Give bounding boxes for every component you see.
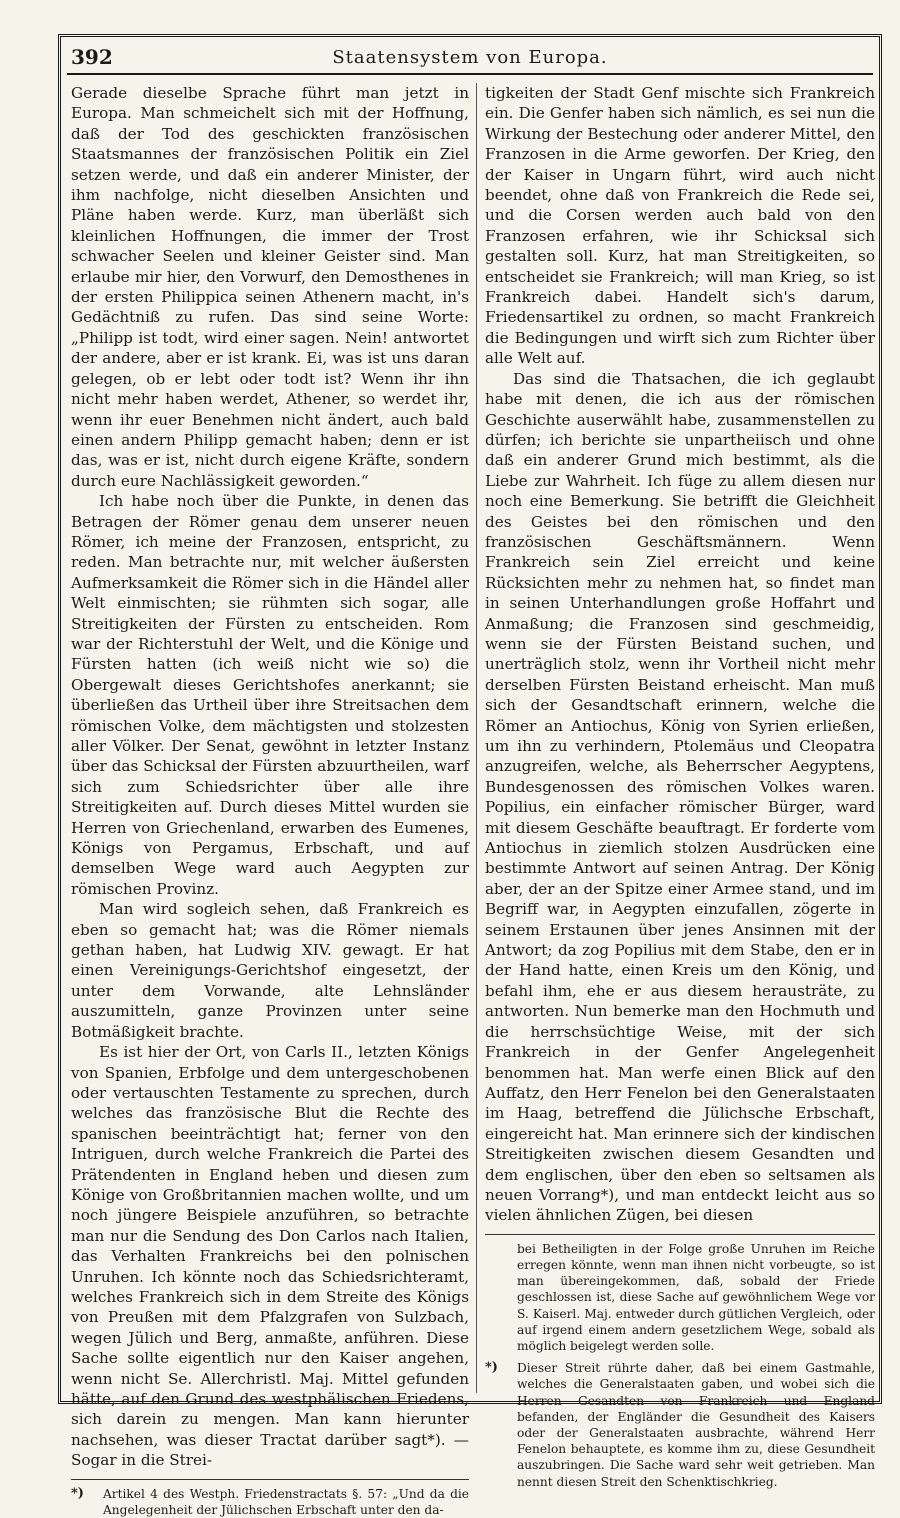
right-column	[485, 83, 875, 1490]
left-column	[71, 83, 469, 1518]
paragraph: Man wird sogleich sehen, daß Frankreich es eben so gemacht hat; was die Römer niemals gethan haben, hat Ludwig XIV. gewagt. Er hat einen Vereinigungs-Gerichtshof eingesetzt, der unter dem Vorwande, alte Lehnsländer auszumitteln, ganze Provinzen unter seine Botmäßigkeit brachte.	[71, 900, 469, 1041]
column-divider	[476, 83, 477, 1393]
footnote-mark: *)	[71, 1485, 84, 1501]
footnote-text: Dieser Streit rührte daher, daß bei einem Gastmahle, welches die Generalstaaten gaben, und wobei sich die Herren Gesandten von Frankreich und England befanden, der Engländer die Gesundheit des Kaisers oder der Generalstaaten ausbrachte, während Herr Fenelon behauptete, es komme ihm zu, diese Gesundheit auszubringen. Die Sache ward sehr weit getrieben. Man nennt diesen Streit den Schenktischkrieg.	[517, 1361, 875, 1489]
page-header	[67, 41, 873, 75]
footnote-mark: *)	[485, 1360, 498, 1376]
paragraph: tigkeiten der Stadt Genf mischte sich Frankreich ein. Die Genfer haben sich nämlich, es sei nun die Wirkung der Bestechung oder anderer Mittel, den Franzosen in die Arme geworfen. Der Krieg, den der Kaiser in Ungarn führt, wird auch nicht beendet, ohne daß von Frankreich die Rede sei, und die Corsen werden auch bald von den Franzosen erfahren, wie ihr Schicksal sich gestalten soll. Kurz, hat man Streitigkeiten, so entscheidet sie Frankreich; will man Krieg, so ist Frankreich dabei. Handelt sich's darum, Friedensartikel zu ordnen, so macht Frankreich die Bedingungen und wirft sich zum Richter über alle Welt auf.	[485, 84, 875, 368]
book-page	[58, 34, 882, 1517]
footnote-text: Artikel 4 des Westph. Friedenstractats §. 57: „Und da die Angelegenheit der Jülichschen Erbschaft unter den da-	[103, 1486, 469, 1517]
paragraph: Ich habe noch über die Punkte, in denen das Betragen der Römer genau dem unserer neuen Römer, ich meine der Franzosen, entspricht, zu reden. Man betrachte nur, mit welcher äußersten Aufmerksamkeit die Römer sich in die Händel aller Welt einmischten; sie rühmten sich sogar, alle Streitigkeiten der Fürsten zu entscheiden. Rom war der Richterstuhl der Welt, und die Könige und Fürsten hatten (ich weiß nicht wie so) die Obergewalt dieses Gerichtshofes anerkannt; sie überließen das Urtheil über ihre Streitsachen dem römischen Volke, dem mächtigsten und stolzesten aller Völker. Der Senat, gewöhnt in letzter Instanz über das Schicksal der Fürsten abzuurtheilen, warf sich zum Schiedsrichter über alle ihre Streitigkeiten auf. Durch dieses Mittel wurden sie Herren von Griechenland, erwarben des Eumenes, Königs von Pergamus, Erbschaft, und auf demselben Wege ward auch Aegypten zur römischen Provinz.	[71, 492, 469, 898]
running-title: Staatensystem von Europa.	[332, 47, 608, 68]
paragraph: Gerade dieselbe Sprache führt man jetzt in Europa. Man schmeichelt sich mit der Hoffnung, daß der Tod des geschickten französischen Staatsmannes der französischen Politik ein Ziel setzen werde, und daß ein anderer Minister, der ihm nachfolge, nicht dieselben Ansichten und Pläne haben werde. Kurz, man überläßt sich kleinlichen Hoffnungen, die immer der Trost schwacher Seelen und kleiner Geister sind. Man erlaube mir hier, den Vorwurf, den Demosthenes in der ersten Philippica seinen Athenern macht, in's Gedächtniß zu rufen. Das sind seine Worte: „Philipp ist todt, wird einer sagen. Nein! antwortet der andere, aber er ist krank. Ei, was ist uns daran gelegen, ob er lebt oder todt ist? Wenn ihr ihn nicht mehr haben werdet, Athener, so werdet ihr, wenn ihr euer Benehmen nicht ändert, auch bald einen andern Philipp gemacht haben; denn er ist das, was er ist, nicht durch eigene Kräfte, sondern durch eure Nachlässigkeit geworden.“	[71, 84, 469, 490]
footnote-rule	[485, 1234, 875, 1235]
page-number: 392	[71, 45, 113, 69]
paragraph: Das sind die Thatsachen, die ich geglaubt habe mit denen, die ich aus der römischen Geschichte auserwählt habe, zusammenstellen zu dürfen; ich berichte sie unpartheiisch und ohne daß ein anderer Grund mich bestimmt, als die Liebe zur Wahrheit. Ich füge zu allem diesen nur noch eine Bemerkung. Sie betrifft die Gleichheit des Geistes bei den römischen und den französischen Geschäftsmännern. Wenn Frankreich sein Ziel erreicht und keine Rücksichten mehr zu nehmen hat, so findet man in seinen Unterhandlungen große Hoffahrt und Anmaßung; die Franzosen sind geschmeidig, wenn sie der Fürsten Beistand suchen, und unerträglich stolz, wenn ihr Vortheil nicht mehr derselben Fürsten Beistand erheischt. Man muß sich der Gesandtschaft erinnern, welche die Römer an Antiochus, König von Syrien erließen, um ihn zu verhindern, Ptolemäus und Cleopatra anzugreifen, welche, als Beherrscher Aegyptens, Bundesgenossen des römischen Volkes waren. Popilius, ein einfacher römischer Bürger, ward mit diesem Geschäfte beauftragt. Er forderte vom Antiochus in ziemlich stolzen Ausdrücken eine bestimmte Antwort auf seinen Antrag. Der König aber, der an der Spitze einer Armee stand, und im Begriff war, in Aegypten einzufallen, zögerte in seinem Erstaunen über jenes Ansinnen mit der Antwort; da zog Popilius mit dem Stabe, den er in der Hand hatte, einen Kreis um den König, und befahl ihm, ehe er aus diesem herausträte, zu antworten. Nun bemerke man den Hochmuth und die herrschsüchtige Weise, mit der sich Frankreich in der Genfer Angelegenheit benommen hat. Man werfe einen Blick auf den Auffatz, den Herr Fenelon bei den Generalstaaten im Haag, betreffend die Jülichsche Erbschaft, eingereicht hat. Man erinnere sich der kindischen Streitigkeiten zwischen diesem Gesandten und dem englischen, über den eben so seltsamen als neuen Vorrang*), und man entdeckt leicht aus so vielen ähnlichen Zügen, bei diesen	[485, 369, 875, 1225]
paragraph: Es ist hier der Ort, von Carls II., letzten Königs von Spanien, Erbfolge und dem untergeschobenen oder vertauschten Testamente zu sprechen, durch welches das französische Blut die Rechte des spanischen beeinträchtigt hat; ferner von den Intriguen, durch welche Frankreich die Partei des Prätendenten in England heben und diesen zum Könige von Großbritannien machen wollte, und um noch jüngere Beispiele anzuführen, so betrachte man nur die Sendung des Don Carlos nach Italien, das Verhalten Frankreichs bei den polnischen Unruhen. Ich könnte noch das Schiedsrichteramt, welches Frankreich sich in dem Streite des Königs von Preußen mit dem Pfalzgrafen von Sulzbach, wegen Jülich und Berg, anmaßte, anführen. Diese Sache sollte eigentlich nur den Kaiser angehen, wenn nicht Se. Allerchristl. Maj. Mittel gefunden hätte, auf den Grund des westphälischen Friedens, sich darein zu mengen. Man kann hierunter nachsehen, was dieser Tractat darüber sagt*). — Sogar in die Strei-	[71, 1043, 469, 1470]
footnote-continuation: bei Betheiligten in der Folge große Unruhen im Reiche erregen könnte, wenn man ihnen nicht vorbeugte, so ist man übereingekommen, daß, sobald der Friede geschlossen ist, diese Sache auf gewöhnlichem Wege vor S. Kaiserl. Maj. entweder durch gütlichen Vergleich, oder auf irgend einem andern gesetzlichem Wege, sobald als möglich beigelegt werden solle.	[517, 1241, 875, 1353]
footnote-rule	[71, 1479, 469, 1480]
footnote	[71, 1486, 469, 1518]
footnote	[485, 1360, 875, 1490]
